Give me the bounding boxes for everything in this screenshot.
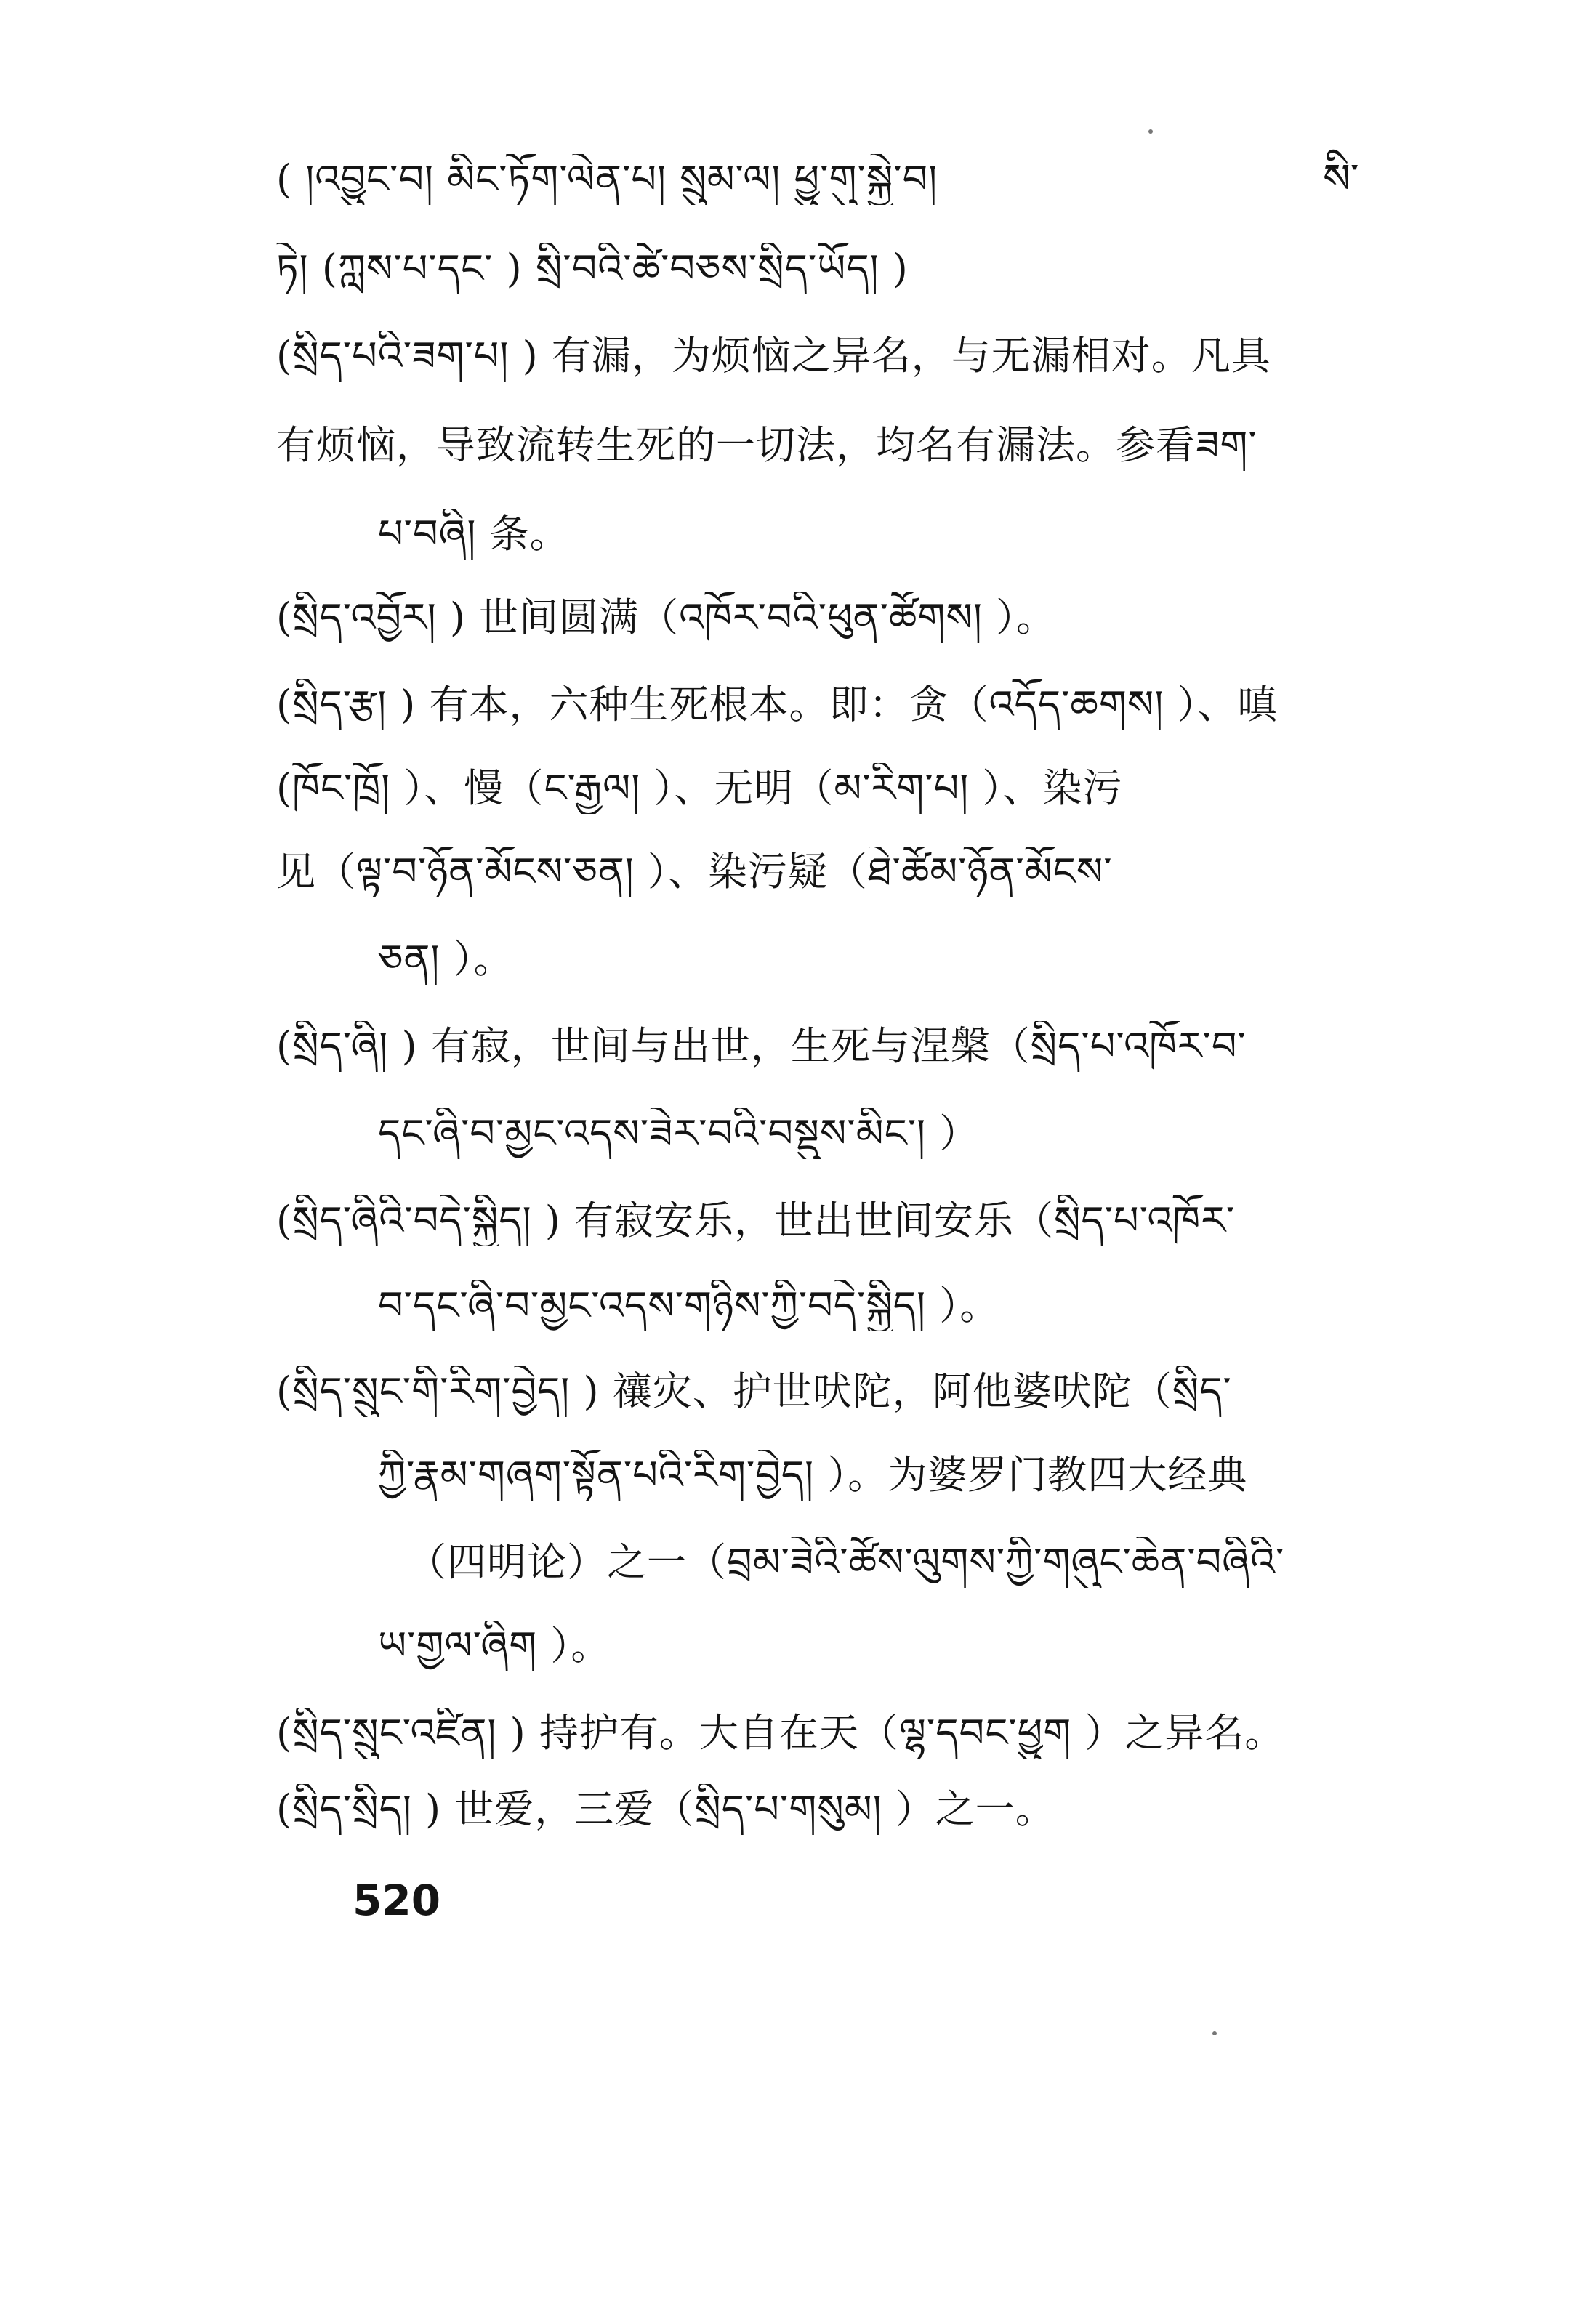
entry-line: (སྲིད་རྩ། ) 有本，六种生死根本。即：贪（འདོད་ཆགས། ）、嗔: [276, 682, 1278, 727]
print-speck: [1212, 2031, 1217, 2035]
entry-line: (སྲིད་འབྱོར། ) 世间圆满（འཁོར་བའི་ཕུན་ཚོགས། ）。: [276, 594, 1056, 640]
entry-line: ཅན། ）。: [378, 936, 514, 982]
print-speck: [1148, 129, 1153, 134]
entry-line: (སྲིད་སྲུང་གི་རིག་བྱེད། ) 禳灾、护世吠陀，阿他婆吠陀（སྲིད་: [276, 1368, 1232, 1414]
entry-line: (ཁོང་ཁྲོ། ）、慢（ང་རྒྱལ། ）、无明（མ་རིག་པ། ）、染污: [276, 765, 1123, 811]
entry-line: དང་ཞི་བ་མྱང་འདས་ཟེར་བའི་བསྡུས་མིང་། ）: [378, 1110, 980, 1156]
entry-line: (སྲིད་ཞིའི་བདེ་སྐྱིད། ) 有寂安乐，世出世间安乐（སྲིད་པ་འཁོར་: [276, 1198, 1236, 1243]
page-number: 520: [353, 1876, 441, 1925]
entry-line: 有烦恼，导致流转生死的一切法，均名有漏法。参看ཟག་: [276, 422, 1257, 468]
entry-line: (སྲིད་སྲིད། ) 世爱，三爱（སྲིད་པ་གསུམ། ）之一。: [276, 1786, 1055, 1832]
entry-line: བ་དང་ཞི་བ་མྱང་འདས་གཉིས་ཀྱི་བདེ་སྐྱིད། ）。: [378, 1283, 1000, 1328]
entry-line: (སྲིད་པའི་ཟག་པ། ) 有漏，为烦恼之异名，与无漏相对。凡具: [276, 333, 1271, 379]
header-line-1: ( །འབྱུང་བ། མིང་ཏོག་ལེན་པ། སྲུམ་ལ། ཕྱུ་གུ་སྐྱེ་བ།: [276, 156, 938, 202]
page-header-mark: སི་: [1323, 156, 1359, 203]
entry-line: ཀྱི་རྣམ་གཞག་སྟོན་པའི་རིག་བྱེད། ）。为婆罗门教四大经典: [378, 1452, 1248, 1498]
entry-line: (སྲིད་ཞི། ) 有寂，世间与出世，生死与涅槃（སྲིད་པ་འཁོར་བ་: [276, 1023, 1247, 1069]
header-line-2: ཏེ། (ཀླས་པ་དང་ ) སྲི་བའི་ཚེ་བཅས་སྲིད་ཡོད། ): [276, 246, 909, 291]
entry-line: ཡ་གྱལ་ཞིག ）。: [378, 1623, 611, 1669]
entry-line: （四明论）之一（བྲམ་ཟེའི་ཚོས་ལུགས་ཀྱི་གཞུང་ཆེན་བཞིའི་: [407, 1539, 1285, 1585]
entry-line: པ་བཞི། 条。: [378, 511, 570, 557]
entry-line: (སྲིད་སྲུང་འཛིན། ) 持护有。大自在天（ལྷ་དབང་ཕྱུག ）之异名。: [276, 1710, 1285, 1756]
entry-line: 见（ལྟ་བ་ཉོན་མོངས་ཅན། ）、染污疑（ཐེ་ཚོམ་ཉོན་མོངས་: [276, 849, 1113, 895]
